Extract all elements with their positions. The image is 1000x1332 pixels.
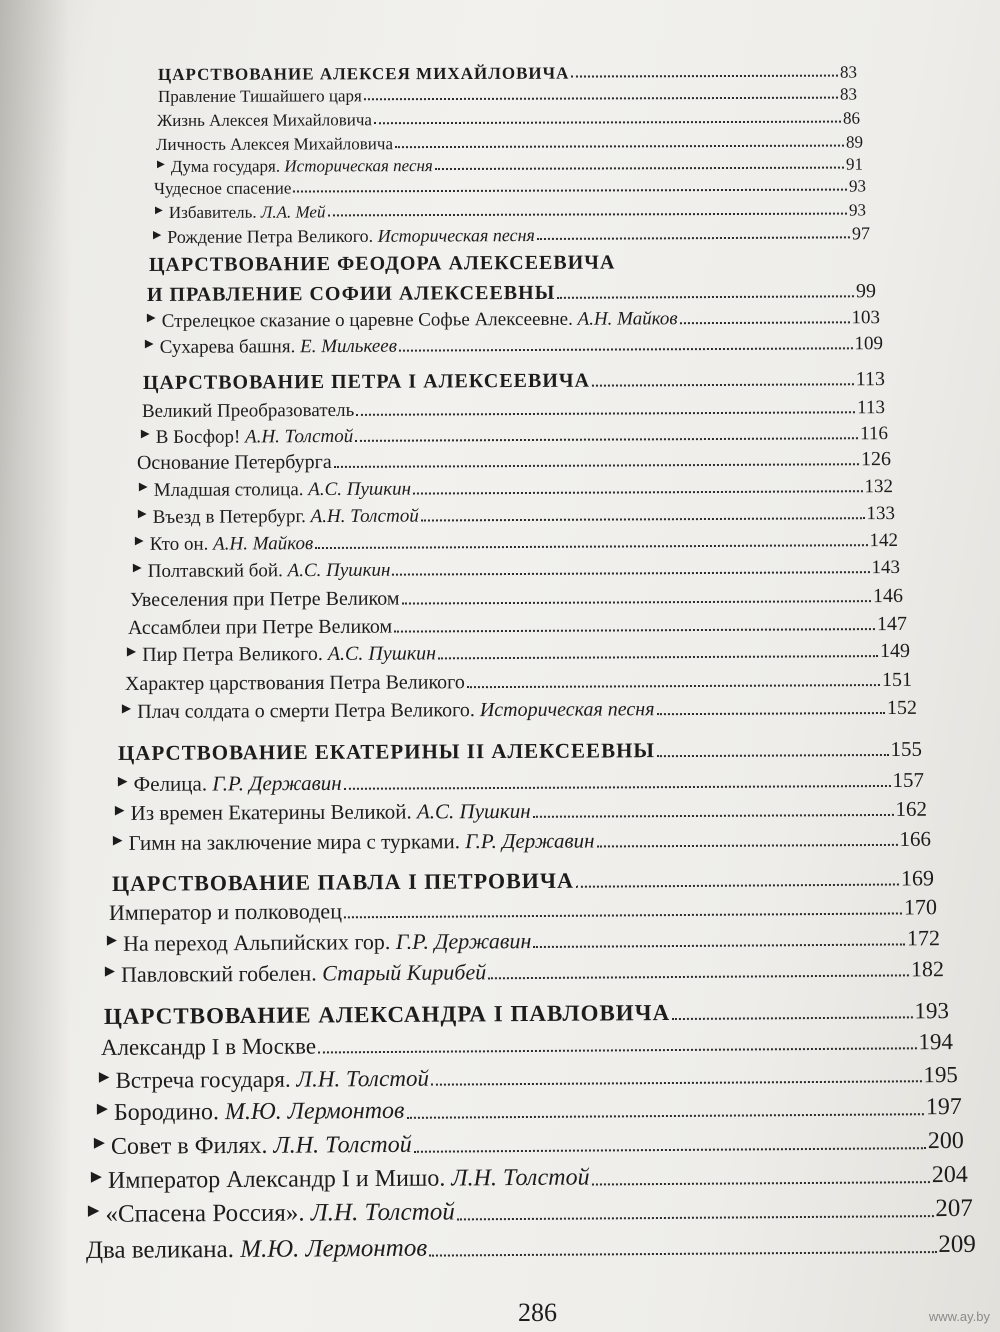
dot-leader bbox=[657, 754, 888, 757]
toc-entry-text: Император и полководец bbox=[108, 898, 343, 925]
toc-entry-title bbox=[155, 202, 326, 223]
toc-entry-author: М.Ю. Лермонтов bbox=[224, 1097, 405, 1126]
toc-entry bbox=[158, 85, 857, 107]
toc-entry-page: 113 bbox=[857, 397, 885, 419]
toc-entry-text: На переход Альпийских гор. bbox=[122, 928, 396, 956]
toc-entry-author: Г.Р. Державин bbox=[395, 928, 532, 954]
toc-entry-title bbox=[94, 1132, 412, 1161]
bullet-icon: ▶ bbox=[121, 700, 132, 716]
toc-entry-author: Историческая песня bbox=[479, 698, 655, 722]
toc-entry-title bbox=[158, 64, 570, 85]
toc-entry-title bbox=[115, 799, 531, 826]
dot-leader bbox=[413, 490, 862, 494]
toc-entry-title bbox=[157, 110, 372, 131]
toc-entry-author: М.Ю. Лермонтов bbox=[240, 1234, 428, 1263]
toc-entry-text: Жизнь Алексея Михайловича bbox=[156, 110, 372, 130]
toc-entry-title bbox=[156, 134, 393, 155]
toc-entry-page: 99 bbox=[855, 280, 876, 303]
toc-entry bbox=[122, 697, 917, 724]
bullet-icon: ▶ bbox=[114, 802, 125, 817]
toc-entry-text: ЦАРСТВОВАНИЕ АЛЕКСЕЯ МИХАЙЛОВИЧА bbox=[157, 63, 570, 85]
toc-entry-page: 93 bbox=[848, 200, 866, 220]
toc-entry bbox=[125, 669, 912, 696]
dot-leader bbox=[394, 628, 875, 633]
toc-entry bbox=[157, 155, 863, 177]
toc-entry-text: Павловский гобелен. bbox=[120, 960, 323, 987]
toc-entry-page: 193 bbox=[914, 998, 949, 1024]
toc-entry-title bbox=[154, 179, 292, 199]
toc-entry-page: 93 bbox=[848, 176, 866, 196]
toc-entry-title bbox=[88, 1198, 455, 1229]
dot-leader bbox=[374, 121, 841, 125]
bullet-icon: ▶ bbox=[144, 338, 154, 351]
toc-entry-text: ЦАРСТВОВАНИЕ ЕКАТЕРИНЫ II АЛЕКСЕЕВНЫ bbox=[117, 738, 656, 765]
toc-entry-page: 172 bbox=[906, 925, 940, 951]
toc-entry-title bbox=[147, 308, 678, 333]
toc-entry-text: Гимн на заключение мира с турками. bbox=[128, 829, 466, 855]
dot-leader bbox=[327, 213, 847, 217]
toc-entry-title bbox=[143, 370, 590, 395]
toc-entry-text: ЦАРСТВОВАНИЕ ФЕОДОРА АЛЕКСЕЕВИЧА bbox=[148, 251, 616, 276]
dot-leader bbox=[431, 1080, 921, 1085]
toc-entry-text: Личность Алексея Михайловича bbox=[155, 134, 394, 154]
toc-entry-title bbox=[109, 898, 342, 926]
toc-entry-text: Чудесное спасение bbox=[153, 178, 292, 198]
bullet-icon: ▶ bbox=[90, 1168, 103, 1185]
toc-entry-page: 142 bbox=[869, 530, 898, 552]
toc-entry-title bbox=[86, 1235, 427, 1265]
dot-leader bbox=[414, 1147, 926, 1153]
toc-entry-author: Л.Н. Толстой bbox=[451, 1164, 590, 1192]
toc-entry bbox=[105, 956, 944, 988]
toc-entry bbox=[91, 1162, 968, 1195]
toc-entry bbox=[138, 503, 895, 529]
toc-entry-page: 83 bbox=[839, 84, 857, 104]
toc-entry bbox=[145, 333, 883, 359]
toc-entry-text: Два великана. bbox=[85, 1235, 241, 1264]
bullet-icon: ▶ bbox=[138, 481, 148, 494]
dot-leader bbox=[315, 544, 867, 549]
bullet-icon: ▶ bbox=[132, 562, 142, 575]
toc-entry-author: А.Н. Толстой bbox=[310, 505, 419, 528]
toc-entry-page: 113 bbox=[855, 368, 885, 391]
toc-entry-page: 197 bbox=[925, 1093, 962, 1121]
toc-entry bbox=[99, 1062, 958, 1094]
toc-entry-author: Историческая песня bbox=[284, 156, 433, 176]
toc-entry-title bbox=[105, 959, 486, 988]
dot-leader bbox=[576, 884, 899, 888]
toc-entry-page: 182 bbox=[910, 956, 944, 982]
toc-entry bbox=[137, 448, 891, 475]
dot-leader bbox=[467, 684, 880, 688]
toc-entry-title bbox=[153, 225, 535, 248]
toc-entry-author: Л.Н. Толстой bbox=[273, 1131, 412, 1159]
toc-entry-page: 116 bbox=[860, 423, 888, 445]
toc-entry-page: 207 bbox=[935, 1194, 973, 1223]
toc-entry-text: Бородино. bbox=[113, 1099, 226, 1126]
toc-entry-page: 103 bbox=[851, 307, 880, 329]
toc-entry bbox=[156, 133, 863, 155]
toc-entry-title bbox=[112, 868, 574, 897]
dot-leader bbox=[293, 189, 847, 193]
toc-entry-title bbox=[147, 282, 555, 307]
bullet-icon: ▶ bbox=[126, 643, 137, 659]
toc-entry-page: 149 bbox=[879, 639, 910, 663]
dot-leader bbox=[395, 145, 844, 149]
bullet-icon: ▶ bbox=[96, 1100, 109, 1117]
dot-leader bbox=[399, 347, 852, 351]
bullet-icon: ▶ bbox=[152, 228, 162, 241]
toc-entry-title bbox=[142, 400, 354, 423]
toc-entry-text: Увеселения при Петре Великом bbox=[129, 587, 400, 611]
toc-entry-text: Рождение Петра Великого. bbox=[167, 225, 378, 247]
toc-entry-text: Младшая столица. bbox=[153, 479, 309, 501]
dot-leader bbox=[592, 1181, 930, 1185]
toc-entry-page: 162 bbox=[895, 796, 927, 821]
toc-entry-title bbox=[99, 1066, 429, 1094]
toc-entry-text: «Спасена Россия». bbox=[105, 1199, 311, 1228]
toc-entry-text: ЦАРСТВОВАНИЕ АЛЕКСАНДРА I ПАВЛОВИЧА bbox=[103, 1000, 671, 1029]
dot-leader bbox=[571, 75, 838, 78]
toc-entry-page: 91 bbox=[845, 154, 863, 174]
dot-leader bbox=[401, 600, 870, 604]
bullet-icon: ▶ bbox=[98, 1069, 110, 1085]
toc-entry-author: А.С. Пушкин bbox=[416, 798, 531, 824]
toc-entry-page: 200 bbox=[927, 1127, 964, 1155]
dot-leader bbox=[355, 437, 858, 442]
toc-entry bbox=[101, 1029, 953, 1061]
dot-leader bbox=[364, 97, 838, 101]
toc-entry bbox=[112, 865, 934, 897]
toc-entry bbox=[133, 557, 900, 583]
toc-entry-text: Полтавский бой. bbox=[147, 560, 288, 582]
bullet-icon: ▶ bbox=[134, 535, 144, 548]
bullet-icon: ▶ bbox=[140, 428, 150, 441]
dot-leader bbox=[457, 1215, 934, 1220]
toc-entry bbox=[147, 307, 880, 333]
toc-entry-title bbox=[139, 479, 411, 502]
toc-entry-author: Л.Н. Толстой bbox=[310, 1198, 455, 1227]
toc-entry-text: Александр I в Москве bbox=[100, 1033, 317, 1060]
toc-entry bbox=[115, 797, 927, 826]
toc-entry-title bbox=[107, 928, 532, 957]
toc-entry bbox=[107, 925, 940, 957]
toc-entry-text: Характер царствования Петра Великого bbox=[124, 671, 465, 695]
dot-leader bbox=[656, 712, 884, 715]
toc-entry-author: Е. Милькеев bbox=[300, 335, 398, 358]
toc-entry bbox=[127, 640, 910, 667]
dot-leader bbox=[421, 517, 865, 521]
toc-entry bbox=[157, 109, 860, 131]
toc-entry-text: Дума государя. bbox=[170, 156, 285, 176]
toc-entry bbox=[128, 613, 907, 640]
toc-entry-title bbox=[127, 642, 436, 667]
toc-entry-text: Правление Тишайшего царя bbox=[157, 86, 362, 107]
toc-entry-title bbox=[118, 738, 655, 766]
toc-entry-page: 89 bbox=[845, 132, 863, 152]
toc-entry-title bbox=[91, 1165, 590, 1195]
toc-entry-title bbox=[113, 828, 595, 856]
bullet-icon: ▶ bbox=[106, 932, 118, 948]
toc-entry-author: Л.Н. Толстой bbox=[296, 1065, 430, 1092]
toc-entry bbox=[155, 201, 866, 223]
toc-entry bbox=[147, 280, 876, 307]
toc-entry-title bbox=[97, 1098, 405, 1127]
toc-entry-page: 209 bbox=[938, 1230, 976, 1259]
toc-entry-text: ЦАРСТВОВАНИЕ ПЕТРА I АЛЕКСЕЕВИЧА bbox=[142, 369, 591, 394]
toc-entry-text: Избавитель. bbox=[168, 202, 261, 222]
dot-leader bbox=[488, 974, 909, 979]
toc-entry-author: Г.Р. Державин bbox=[465, 828, 595, 854]
toc-entry-text: Ассамблеи при Петре Великом bbox=[127, 615, 393, 639]
toc-entry bbox=[94, 1128, 964, 1161]
toc-entry-text: ЦАРСТВОВАНИЕ ПАВЛА I ПЕТРОВИЧА bbox=[111, 867, 574, 896]
toc-entry-title bbox=[128, 616, 392, 640]
toc-entry-title bbox=[125, 671, 465, 696]
bullet-icon: ▶ bbox=[93, 1134, 106, 1151]
dot-leader bbox=[318, 1047, 916, 1053]
toc-entry-text: Плач солдата о смерти Петра Великого. bbox=[137, 699, 480, 723]
toc-entry bbox=[154, 177, 866, 199]
toc-entry-title bbox=[137, 451, 332, 475]
toc-entry-page: 83 bbox=[839, 62, 857, 82]
toc-entry-title bbox=[158, 86, 362, 107]
toc-entry-text: Из времен Екатерины Великой. bbox=[130, 799, 417, 825]
dot-leader bbox=[557, 295, 854, 299]
toc-entry-page: 126 bbox=[860, 448, 891, 471]
toc-entry bbox=[143, 368, 885, 395]
toc-entry-author: А.Н. Майков bbox=[577, 308, 678, 330]
toc-entry-title bbox=[141, 426, 353, 449]
toc-entry-text: Фелица. bbox=[133, 771, 213, 796]
toc-entry-page: 157 bbox=[892, 767, 924, 792]
toc-entry-author: А.С. Пушкин bbox=[308, 478, 412, 501]
toc-entry-text: В Босфор! bbox=[155, 426, 246, 448]
toc-entry-text: Пир Петра Великого. bbox=[142, 642, 328, 666]
watermark: www.ay.by bbox=[928, 1309, 990, 1324]
toc-entry bbox=[135, 530, 898, 556]
dot-leader bbox=[344, 785, 891, 790]
toc-entry-author: Историческая песня bbox=[377, 225, 535, 246]
toc-entry-title bbox=[135, 533, 313, 556]
toc-entry-page: 143 bbox=[871, 556, 900, 579]
toc-entry-page: 166 bbox=[899, 826, 931, 851]
dot-leader bbox=[533, 943, 905, 948]
toc-entry-title bbox=[104, 1000, 670, 1030]
toc-entry-title bbox=[122, 698, 655, 724]
toc-entry-title bbox=[145, 336, 397, 359]
bullet-icon: ▶ bbox=[137, 508, 147, 521]
toc-entry-title bbox=[149, 252, 616, 277]
toc-entry bbox=[158, 63, 857, 85]
toc-entry-author: Старый Кирибей bbox=[322, 959, 487, 986]
toc-entry-page: 152 bbox=[886, 696, 917, 719]
dot-leader bbox=[438, 655, 878, 659]
toc-entry bbox=[118, 768, 924, 797]
dot-leader bbox=[680, 321, 850, 324]
toc-entry bbox=[104, 998, 949, 1030]
toc-entry-author: А.С. Пушкин bbox=[327, 642, 437, 665]
bullet-icon: ▶ bbox=[156, 158, 165, 170]
bullet-icon: ▶ bbox=[112, 832, 123, 847]
toc-entry-text: Император Александр I и Мишо. bbox=[107, 1165, 452, 1194]
dot-leader bbox=[672, 1016, 912, 1020]
toc-entry-page: 169 bbox=[900, 865, 934, 891]
bullet-icon: ▶ bbox=[87, 1202, 100, 1219]
toc-entry-author: Л.А. Мей bbox=[260, 202, 326, 222]
toc-entry-author: А.Н. Толстой bbox=[245, 425, 354, 448]
dot-leader bbox=[435, 167, 844, 170]
toc-entry-page: 170 bbox=[903, 894, 937, 920]
toc-entry-page: 109 bbox=[854, 333, 883, 355]
toc-entry-author: А.С. Пушкин bbox=[287, 559, 391, 582]
toc-entry-text: Стрелецкое сказание о царевне Софье Алексеевне. bbox=[161, 308, 578, 332]
toc-entry bbox=[109, 894, 937, 926]
dot-leader bbox=[537, 236, 850, 240]
toc-entry-title bbox=[101, 1033, 316, 1061]
toc-entry bbox=[139, 476, 893, 502]
dot-leader bbox=[429, 1251, 936, 1257]
bullet-icon: ▶ bbox=[146, 312, 156, 325]
dot-leader bbox=[406, 1113, 923, 1119]
toc-entry bbox=[113, 827, 931, 856]
dot-leader bbox=[533, 814, 894, 818]
toc-entry-title bbox=[157, 156, 433, 177]
toc-entry bbox=[97, 1094, 962, 1127]
toc-entry-text: Встреча государя. bbox=[115, 1066, 297, 1093]
dot-leader bbox=[356, 411, 855, 416]
toc-entry-page: 147 bbox=[876, 612, 907, 636]
toc-entry-title bbox=[118, 771, 342, 797]
toc-entry-text: Въезд в Петербург. bbox=[152, 506, 311, 528]
toc-entry-page: 86 bbox=[842, 108, 860, 128]
toc-entry-page: 146 bbox=[872, 584, 903, 608]
toc-entry-text: Основание Петербурга bbox=[136, 450, 332, 474]
bullet-icon: ▶ bbox=[117, 773, 128, 788]
toc-entry bbox=[141, 423, 888, 449]
toc-entry-text: Совет в Филях. bbox=[110, 1132, 274, 1160]
toc-entry bbox=[86, 1231, 976, 1265]
toc-entry-author: А.Н. Майков bbox=[213, 533, 314, 555]
bullet-icon: ▶ bbox=[154, 204, 163, 216]
toc-entry bbox=[88, 1195, 973, 1229]
toc-entry-page: 195 bbox=[923, 1062, 958, 1088]
toc-entry bbox=[149, 251, 745, 277]
toc-entry-page: 155 bbox=[890, 736, 922, 761]
dot-leader bbox=[392, 571, 869, 575]
toc-entry-text: Кто он. bbox=[149, 533, 214, 555]
toc-entry-page: 133 bbox=[866, 503, 895, 525]
bullet-icon: ▶ bbox=[104, 963, 116, 979]
dot-leader bbox=[592, 383, 854, 386]
toc-entry-page: 194 bbox=[918, 1029, 953, 1055]
toc-entry-title bbox=[138, 506, 419, 529]
toc-entry-page: 97 bbox=[851, 223, 870, 244]
dot-leader bbox=[334, 463, 859, 468]
page-number: 286 bbox=[518, 1298, 557, 1327]
toc-entry-text: Великий Преобразователь bbox=[141, 399, 355, 422]
toc-entry-title bbox=[133, 560, 391, 583]
toc-entry bbox=[130, 585, 903, 612]
toc-entry-title bbox=[130, 588, 400, 612]
toc-entry-author: Г.Р. Державин bbox=[212, 770, 342, 796]
toc-entry-page: 132 bbox=[864, 476, 893, 498]
toc-entry bbox=[153, 223, 870, 248]
toc-entry-page: 204 bbox=[931, 1161, 968, 1189]
dot-leader bbox=[597, 844, 898, 848]
toc-entry-text: Сухарева башня. bbox=[159, 336, 301, 358]
toc-entry-text: И ПРАВЛЕНИЕ СОФИИ АЛЕКСЕЕВНЫ bbox=[146, 281, 556, 306]
toc-entry bbox=[142, 397, 885, 423]
dot-leader bbox=[344, 912, 902, 918]
toc-entry bbox=[118, 737, 922, 766]
toc-entry-page: 151 bbox=[881, 668, 912, 692]
